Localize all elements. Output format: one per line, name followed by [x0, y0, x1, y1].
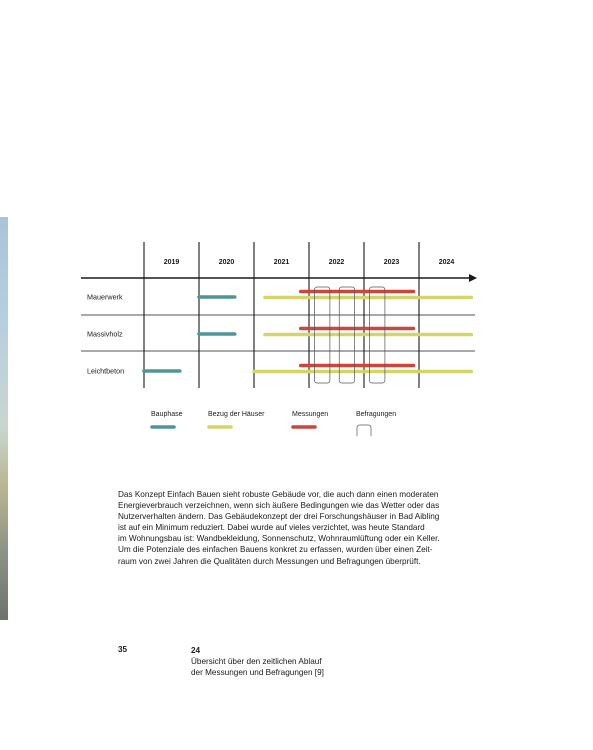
figure-caption — [191, 645, 324, 678]
legend-swatch-befragungen — [357, 425, 371, 436]
year-label: 2024 — [438, 259, 455, 266]
row-label: Leichtbeton — [87, 366, 125, 376]
year-label: 2020 — [218, 259, 235, 266]
body-line: raum von zwei Jahren die Qualitäten durch Messungen und Befragungen überprüft. — [118, 556, 421, 566]
caption-line: der Messungen und Befragungen [9] — [191, 668, 324, 678]
caption-line: Übersicht über den zeitlichen Ablauf — [191, 657, 322, 667]
body-line: im Wohnungsbau ist: Wandbekleidung, Sonnenschutz, Wohnraumlüftung oder ein Keller. — [118, 534, 440, 544]
body-line: Das Konzept Einfach Bauen sieht robuste Gebäude vor, die auch dann einen moderaten — [118, 490, 439, 499]
body-line: Um die Potenziale des einfachen Bauens konkret zu erfassen, wurden über einen Zeit- — [118, 545, 433, 555]
legend-label: Messungen — [292, 411, 329, 418]
legend-label: Befragungen — [356, 411, 397, 418]
year-label: 2022 — [328, 259, 345, 266]
body-line: Energieverbrauch verzeichnen, wenn sich äußere Bedingungen wie das Wetter oder das — [118, 501, 440, 511]
caption-line: 24 — [191, 646, 201, 655]
legend-label: Bezug der Häuser — [208, 411, 265, 418]
legend-label: Bauphase — [151, 411, 183, 418]
page-number: 35 — [118, 645, 128, 654]
row-label: Mauerwerk — [87, 292, 123, 302]
body-paragraph — [118, 489, 488, 567]
year-label: 2021 — [273, 259, 290, 266]
year-label: 2023 — [383, 259, 400, 266]
body-line: ist auf ein Minimum reduziert. Dabei wurde auf vieles verzichtet, was heute Standard — [118, 523, 425, 533]
row-label: Massivholz — [87, 329, 123, 339]
axis-arrow-icon — [469, 274, 477, 282]
body-line: Nutzerverhalten ändern. Das Gebäudekonzept der drei Forschungshäuser in Bad Aibling — [118, 512, 440, 522]
year-label: 2019 — [163, 259, 180, 266]
